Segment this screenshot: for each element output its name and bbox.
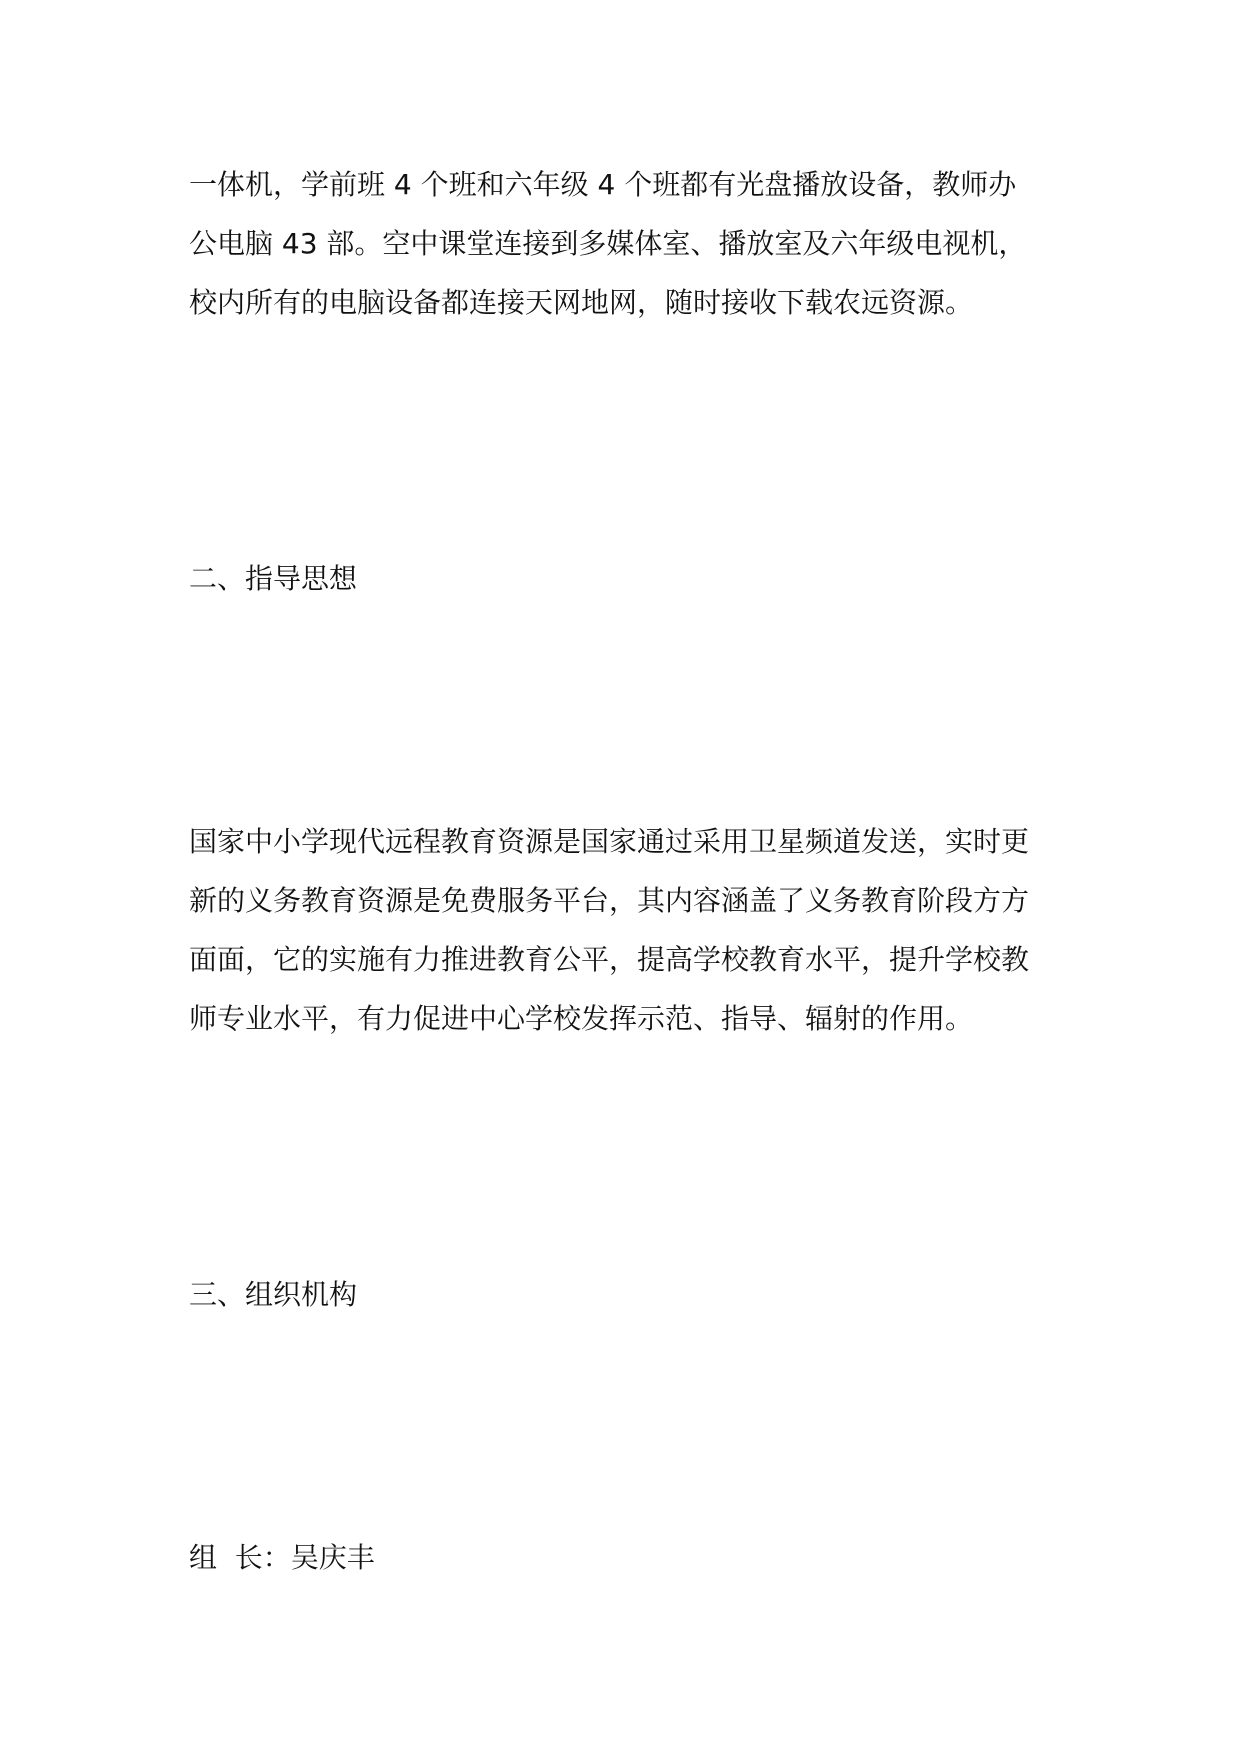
section-heading-guiding-ideology: 二、指导思想 [189,562,358,595]
paragraph-line: 公电脑 43 部。空中课堂连接到多媒体室、播放室及六年级电视机， [189,227,1027,260]
paragraph-line: 新的义务教育资源是免费服务平台，其内容涵盖了义务教育阶段方方 [189,884,1030,917]
section-heading-organization: 三、组织机构 [189,1278,358,1311]
paragraph-line: 校内所有的电脑设备都连接天网地网，随时接收下载农远资源。 [189,286,974,319]
group-leader-line: 组 长：吴庆丰 [189,1541,375,1574]
paragraph-line: 师专业水平，有力促进中心学校发挥示范、指导、辐射的作用。 [189,1002,974,1035]
paragraph-line: 一体机，学前班 4 个班和六年级 4 个班都有光盘播放设备，教师办 [189,168,1017,201]
paragraph-line: 国家中小学现代远程教育资源是国家通过采用卫星频道发送，实时更 [189,825,1030,858]
paragraph-line: 面面，它的实施有力推进教育公平，提高学校教育水平，提升学校教 [189,943,1030,976]
